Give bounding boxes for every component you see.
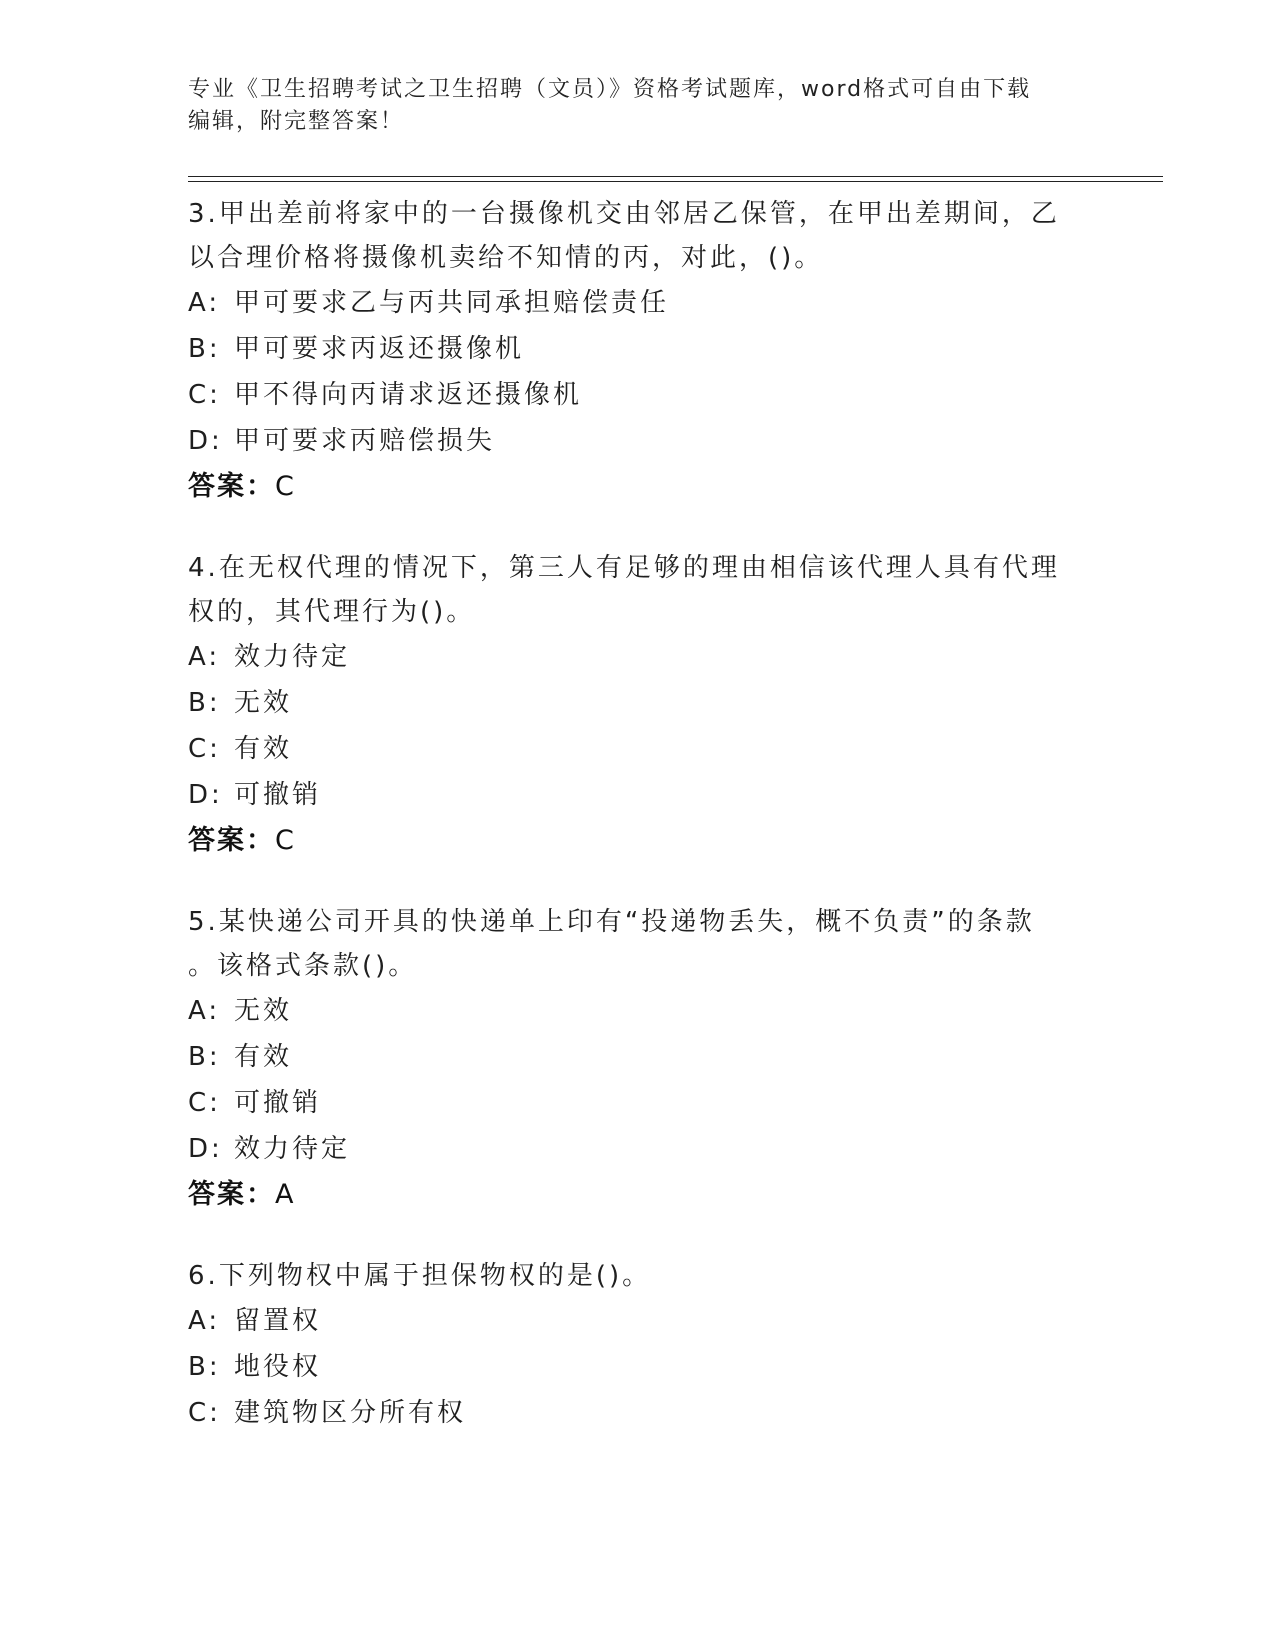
option-text: 可撤销 bbox=[234, 780, 322, 810]
question-5 bbox=[188, 900, 1068, 1218]
option-text: 可撤销 bbox=[234, 1088, 322, 1118]
option-c bbox=[188, 1390, 1068, 1436]
answer-label: 答案： bbox=[188, 471, 275, 502]
question-number: 6. bbox=[188, 1261, 219, 1291]
answer-line bbox=[188, 818, 1068, 864]
option-text: 效力待定 bbox=[234, 1134, 351, 1164]
option-key: D: bbox=[188, 426, 223, 456]
option-text: 甲可要求乙与丙共同承担赔偿责任 bbox=[234, 288, 670, 318]
option-key: A: bbox=[188, 288, 221, 318]
option-c bbox=[188, 372, 1068, 418]
option-key: C: bbox=[188, 734, 221, 764]
answer-value: C bbox=[275, 825, 296, 856]
option-key: A: bbox=[188, 1306, 221, 1336]
option-key: A: bbox=[188, 996, 221, 1026]
option-text: 效力待定 bbox=[234, 642, 351, 672]
answer-value: C bbox=[275, 471, 296, 502]
option-text: 有效 bbox=[234, 1042, 293, 1072]
option-text: 建筑物区分所有权 bbox=[234, 1398, 467, 1428]
option-d bbox=[188, 418, 1068, 464]
question-stem bbox=[188, 546, 1068, 590]
document-header bbox=[188, 74, 1068, 138]
answer-line bbox=[188, 1172, 1068, 1218]
option-c bbox=[188, 726, 1068, 772]
option-d bbox=[188, 1126, 1068, 1172]
answer-label: 答案： bbox=[188, 1179, 275, 1210]
option-text: 甲可要求丙赔偿损失 bbox=[234, 426, 496, 456]
option-text: 甲可要求丙返还摄像机 bbox=[234, 334, 525, 364]
question-4 bbox=[188, 546, 1068, 864]
question-3 bbox=[188, 192, 1068, 510]
question-text-line-2: 。该格式条款()。 bbox=[188, 951, 418, 981]
option-a bbox=[188, 280, 1068, 326]
option-a bbox=[188, 634, 1068, 680]
header-line-2: 编辑，附完整答案！ bbox=[188, 109, 405, 134]
answer-value: A bbox=[275, 1179, 296, 1210]
option-text: 甲不得向丙请求返还摄像机 bbox=[234, 380, 583, 410]
option-text: 无效 bbox=[234, 996, 293, 1026]
option-key: A: bbox=[188, 642, 221, 672]
question-number: 4. bbox=[188, 553, 219, 583]
option-text: 无效 bbox=[234, 688, 293, 718]
question-stem bbox=[188, 900, 1068, 944]
option-key: D: bbox=[188, 780, 223, 810]
question-stem bbox=[188, 1254, 1068, 1298]
option-d bbox=[188, 772, 1068, 818]
option-a bbox=[188, 988, 1068, 1034]
question-text-line-1: 甲出差前将家中的一台摄像机交由邻居乙保管，在甲出差期间，乙 bbox=[218, 199, 1060, 229]
option-key: B: bbox=[188, 334, 221, 364]
option-text: 留置权 bbox=[234, 1306, 322, 1336]
question-number: 3. bbox=[188, 199, 219, 229]
option-a bbox=[188, 1298, 1068, 1344]
header-divider-top bbox=[188, 176, 1163, 177]
option-c bbox=[188, 1080, 1068, 1126]
question-number: 5. bbox=[188, 907, 219, 937]
option-key: C: bbox=[188, 1398, 221, 1428]
question-stem bbox=[188, 192, 1068, 236]
option-b bbox=[188, 1344, 1068, 1390]
option-b bbox=[188, 1034, 1068, 1080]
header-line-1: 专业《卫生招聘考试之卫生招聘（文员）》资格考试题库，word格式可自由下载 bbox=[188, 77, 1032, 102]
option-key: C: bbox=[188, 1088, 221, 1118]
question-text-line-1: 在无权代理的情况下，第三人有足够的理由相信该代理人具有代理 bbox=[218, 553, 1060, 583]
question-text-line-1: 下列物权中属于担保物权的是()。 bbox=[218, 1261, 652, 1291]
option-b bbox=[188, 680, 1068, 726]
option-key: B: bbox=[188, 688, 221, 718]
answer-label: 答案： bbox=[188, 825, 275, 856]
question-text-line-2: 以合理价格将摄像机卖给不知情的丙，对此，()。 bbox=[188, 243, 824, 273]
header-divider-bottom bbox=[188, 181, 1163, 182]
question-text-line-2: 权的，其代理行为()。 bbox=[188, 597, 476, 627]
option-text: 有效 bbox=[234, 734, 293, 764]
question-list bbox=[188, 192, 1068, 1472]
question-6 bbox=[188, 1254, 1068, 1436]
option-b bbox=[188, 326, 1068, 372]
option-key: D: bbox=[188, 1134, 223, 1164]
answer-line bbox=[188, 464, 1068, 510]
option-key: B: bbox=[188, 1352, 221, 1382]
option-key: B: bbox=[188, 1042, 221, 1072]
question-text-line-1: 某快递公司开具的快递单上印有“投递物丢失，概不负责”的条款 bbox=[218, 907, 1035, 937]
option-key: C: bbox=[188, 380, 221, 410]
option-text: 地役权 bbox=[234, 1352, 322, 1382]
